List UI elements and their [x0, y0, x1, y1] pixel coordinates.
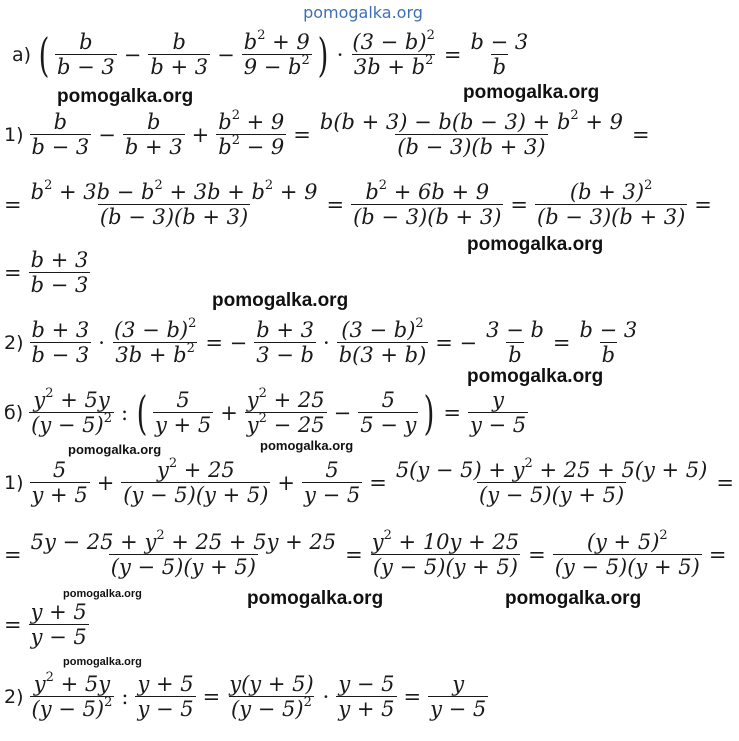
label-a: а) [12, 43, 32, 66]
label-step-1: 1) [4, 123, 24, 146]
label-step-2: 2) [4, 331, 24, 354]
step-a1: 1) $\frac{b}{b - 3}$ − $\frac{b}{b + 3}$ + $\frac{b^2 + 9}{b^2 - 9}$ = $\frac{b(b + 3) - b(b - 3) + b^2 + 9}{(b - 3)(b + 3)}$ = [4, 108, 650, 159]
label-step-2b: 2) [4, 685, 24, 708]
watermark: pomogalka.org [68, 442, 162, 457]
step-a1-result: = $\frac{b + 3}{b - 3}$ [4, 248, 89, 297]
watermark: pomogalka.org [467, 234, 604, 255]
watermark: pomogalka.org [247, 588, 384, 609]
watermark: pomogalka.org [63, 588, 142, 600]
step-a2: 2) $\frac{b + 3}{b - 3}$ · $\frac{(3 - b)^2}{3b + b^2}$ = − $\frac{b + 3}{3 - b}$ · $\frac{(3 - b)^2}{b(3 + b)}$ = − $\frac{3 - b}{b}$ = $\frac{b - 3}{b}$ [4, 316, 638, 367]
step-a1-cont: = $\frac{b^2 + 3b - b^2 + 3b + b^2 + 9}{(b - 3)(b + 3)}$ = $\frac{b^2 + 6b + 9}{(b - 3)(b + 3)}$ = $\frac{(b + 3)^2}{(b - 3)(b + 3)}$ = [4, 178, 712, 229]
watermark: pomogalka.org [463, 82, 600, 103]
watermark: pomogalka.org [63, 656, 142, 668]
problem-b: б) $\frac{y^2 + 5y}{(y - 5)^2}$ : ( $\frac{5}{y + 5}$ + $\frac{y^2 + 25}{y^2 - 25}$ − $\frac{5}{5 - y}$ ) = $\frac{y}{y - 5}$ [4, 385, 527, 440]
problem-a: а) ( $\frac{b}{b - 3}$ − $\frac{b}{b + 3}$ − $\frac{b^2 + 9}{9 - b^2}$ ) · $\frac{(3 - b)^2}{3b + b^2}$ = $\frac{b - 3}{b}$ [12, 27, 529, 82]
label-step-1b: 1) [4, 471, 24, 494]
watermark: pomogalka.org [505, 588, 642, 609]
watermark: pomogalka.org [260, 438, 354, 453]
watermark: pomogalka.org [57, 86, 194, 107]
step-b1: 1) $\frac{5}{y + 5}$ + $\frac{y^2 + 25}{(y - 5)(y + 5)}$ + $\frac{5}{y - 5}$ = $\frac{5(y - 5) + y^2 + 25 + 5(y + 5)}{(y - 5)(y + 5)}$ = [4, 456, 734, 507]
step-b1-result: = $\frac{y + 5}{y - 5}$ [4, 600, 87, 649]
step-b1-cont: = $\frac{5y - 25 + y^2 + 25 + 5y + 25}{(y - 5)(y + 5)}$ = $\frac{y^2 + 10y + 25}{(y - 5)(y + 5)}$ = $\frac{(y + 5)^2}{(y - 5)(y + 5)}$ = [4, 528, 727, 579]
watermark: pomogalka.org [212, 290, 349, 311]
watermark: pomogalka.org [467, 366, 604, 387]
label-b: б) [4, 401, 24, 424]
step-b2: 2) $\frac{y^2 + 5y}{(y - 5)^2}$ : $\frac{y + 5}{y - 5}$ = $\frac{y(y + 5)}{(y - 5)^2}$ · $\frac{y - 5}{y + 5}$ = $\frac{y}{y - 5}$ [4, 670, 487, 721]
top-watermark: pomogalka.org [303, 3, 423, 22]
